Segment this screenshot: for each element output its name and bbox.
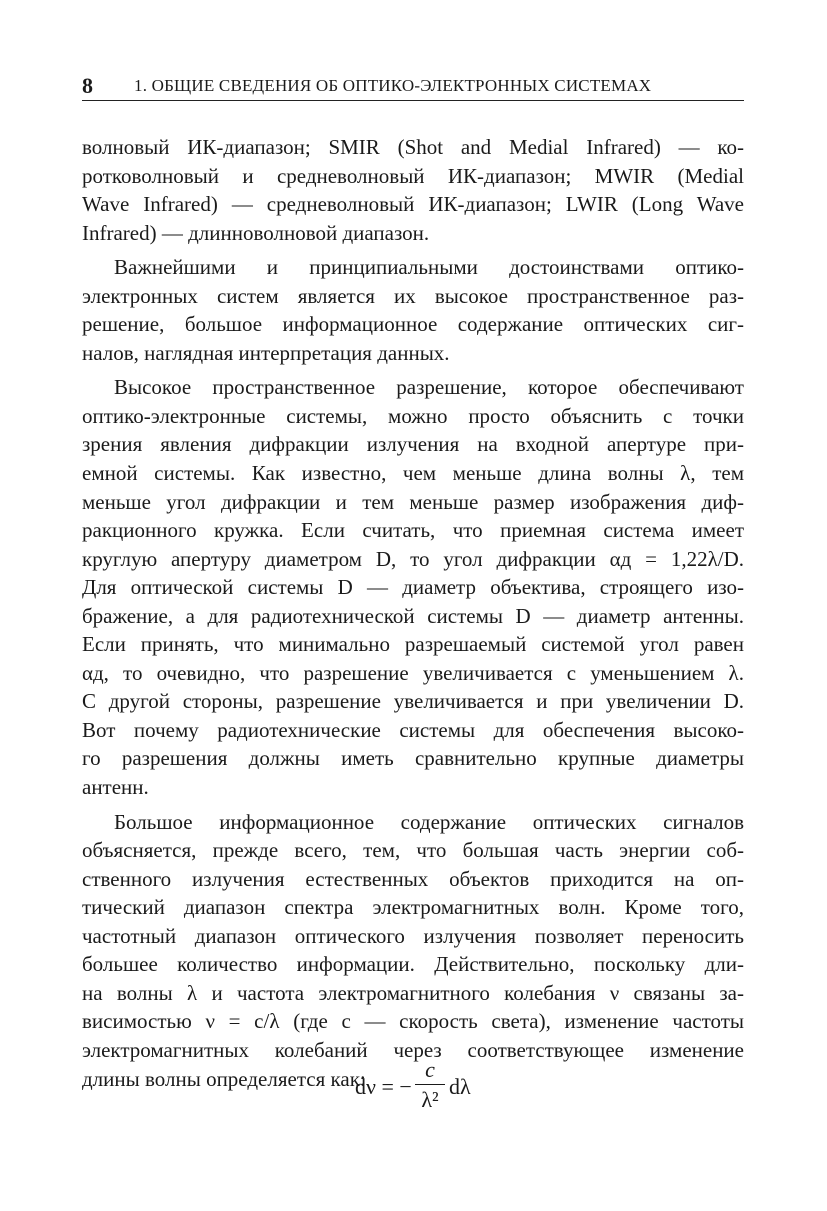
body-text	[82, 133, 744, 1093]
text-line: Wave Infrared) — средневолновый ИК-диапазон; LWIR (Long Wave	[82, 192, 744, 217]
text-line: Если принять, что минимально разрешаемый системой угол равен	[82, 632, 744, 657]
text-line: электромагнитных колебаний через соответствующее изменение	[82, 1037, 744, 1062]
text-line: круглую апертуру диаметром D, то угол дифракции αд = 1,22λ/D.	[82, 546, 744, 571]
text-line: антенн.	[82, 775, 149, 800]
text-line: бражение, а для радиотехнической системы D — диаметр антенны.	[82, 603, 744, 628]
text-line: оптико-электронные системы, можно просто объяснить с точки	[82, 403, 744, 428]
formula-rhs: dλ	[449, 1074, 471, 1099]
text-line: ственного излучения естественных объектов приходится на оп-	[82, 866, 744, 891]
fraction-bar	[415, 1084, 445, 1085]
text-line: ракционного кружка. Если считать, что приемная система имеет	[82, 518, 744, 543]
text-line: Infrared) — длинноволновой диапазон.	[82, 220, 430, 245]
text-line: Высокое пространственное разрешение, которое обеспечивают	[114, 375, 744, 400]
text-line: объясняется, прежде всего, тем, что большая часть энергии соб-	[82, 838, 744, 863]
paragraph	[82, 373, 744, 801]
formula-denominator: λ²	[421, 1087, 439, 1112]
text-line: висимостью ν = c/λ (где c — скорость света), изменение частоты	[82, 1009, 744, 1034]
paragraph	[82, 808, 744, 1093]
text-line: ротковолновый и средневолновый ИК-диапазон; MWIR (Medial	[82, 163, 744, 188]
text-line: Вот почему радиотехнические системы для обеспечения высоко-	[82, 717, 744, 742]
text-line: электронных систем является их высокое пространственное раз-	[82, 283, 744, 308]
text-line: Большое информационное содержание оптических сигналов	[114, 809, 744, 834]
formula-lhs: dν = −	[355, 1074, 412, 1099]
paragraph	[82, 133, 744, 247]
chapter-title: 1. ОБЩИЕ СВЕДЕНИЯ ОБ ОПТИКО-ЭЛЕКТРОННЫХ СИСТЕМАХ	[134, 76, 652, 95]
text-line: тический диапазон спектра электромагнитных волн. Кроме того,	[82, 895, 744, 920]
formula-fraction	[415, 1058, 445, 1113]
text-line: Для оптической системы D — диаметр объектива, строящего изо-	[82, 575, 744, 600]
text-line: частотный диапазон оптического излучения позволяет переносить	[82, 923, 744, 948]
text-line: С другой стороны, разрешение увеличивается и при увеличении D.	[82, 689, 744, 714]
page-number: 8	[82, 73, 93, 98]
text-line: длины волны определяется как:	[82, 1066, 366, 1091]
text-line: налов, наглядная интерпретация данных.	[82, 340, 450, 365]
text-line: зрения явления дифракции излучения на входной апертуре при-	[82, 432, 744, 457]
formula-numerator: c	[425, 1057, 435, 1082]
text-line: большее количество информации. Действительно, поскольку дли-	[82, 952, 744, 977]
text-line: решение, большое информационное содержание оптических сиг-	[82, 312, 744, 337]
text-line: на волны λ и частота электромагнитного колебания ν связаны за-	[82, 980, 744, 1005]
text-line: αд, то очевидно, что разрешение увеличивается с уменьшением λ.	[82, 660, 744, 685]
running-header	[82, 70, 744, 101]
text-line: Важнейшими и принципиальными достоинствами оптико-	[114, 255, 744, 280]
text-line: меньше угол дифракции и тем меньше размер изображения диф-	[82, 489, 744, 514]
text-line: го разрешения должны иметь сравнительно крупные диаметры	[82, 746, 744, 771]
paragraph	[82, 253, 744, 367]
text-line: волновый ИК-диапазон; SMIR (Shot and Medial Infrared) — ко-	[82, 135, 744, 159]
text-line: емной системы. Как известно, чем меньше длина волны λ, тем	[82, 461, 744, 486]
